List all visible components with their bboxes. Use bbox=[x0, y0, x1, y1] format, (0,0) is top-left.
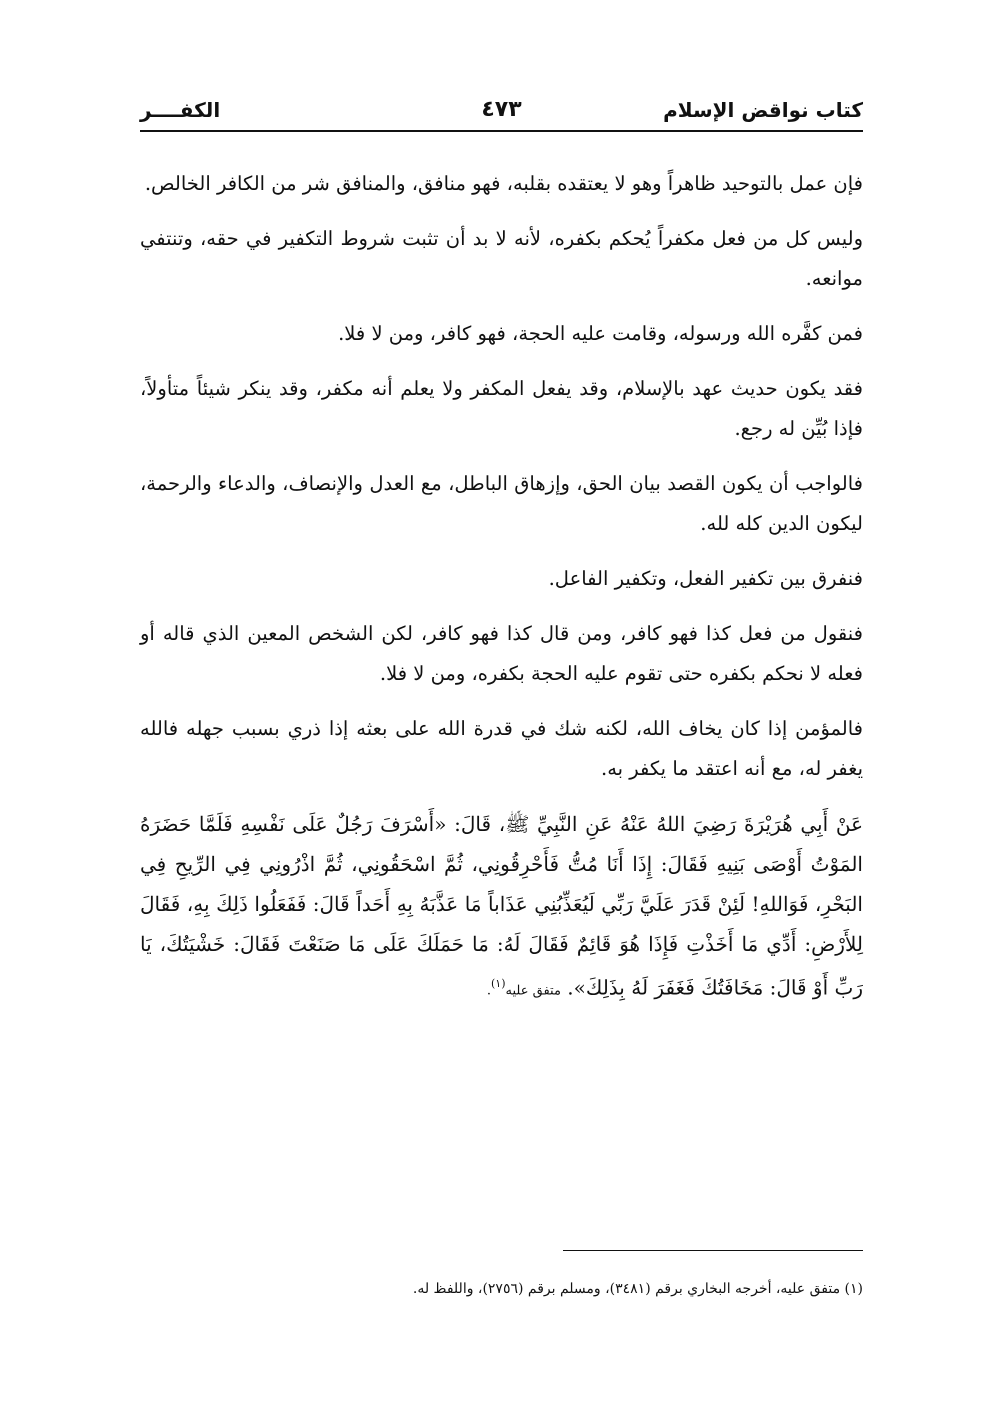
paragraph: فالمؤمن إذا كان يخاف الله، لكنه شك في قدرة الله على بعثه إذا ذري بسبب جهله فالله يغفر له، مع أنه اعتقد ما يكفر به. bbox=[140, 717, 863, 780]
footnote-ref-marker[interactable]: (١) bbox=[491, 977, 506, 990]
paragraph: فإن عمل بالتوحيد ظاهراً وهو لا يعتقده بقلبه، فهو منافق، والمنافق شر من الكافر الخالص. bbox=[144, 172, 863, 195]
footnote: (١) متفق عليه، أخرجه البخاري برقم (٣٤٨١)، ومسلم برقم (٢٧٥٦)، واللفظ له. bbox=[412, 1281, 863, 1297]
page-number: ٤٧٣ bbox=[481, 97, 522, 122]
paragraph: فنقول من فعل كذا فهو كافر، ومن قال كذا فهو كافر، لكن الشخص المعين الذي قاله أو فعله لا نحكم بكفره حتى تقوم عليه الحجة بكفره، ومن لا فلا. bbox=[140, 622, 863, 685]
paragraph: فقد يكون حديث عهد بالإسلام، وقد يفعل المكفر ولا يعلم أنه مكفر، وقد ينكر شيئاً متأولاً، فإذا بُيِّن له رجع. bbox=[140, 377, 863, 440]
hadith-paragraph bbox=[140, 804, 863, 1012]
book-title: كتاب نواقض الإسلام bbox=[663, 98, 863, 122]
footnote-separator bbox=[563, 1250, 863, 1251]
body-text bbox=[140, 164, 863, 1012]
hadith-source-period: . bbox=[486, 983, 491, 999]
paragraph: فالواجب أن يكون القصد بيان الحق، وإزهاق الباطل، مع العدل والإنصاف، والدعاء والرحمة، ليكون الدين كله لله. bbox=[140, 472, 863, 535]
chapter-title: الكفــــر bbox=[140, 98, 221, 122]
hadith-source: متفق عليه bbox=[505, 983, 561, 999]
paragraph: فمن كفَّره الله ورسوله، وقامت عليه الحجة، فهو كافر، ومن لا فلا. bbox=[338, 322, 863, 345]
hadith-text: عَنْ أَبِي هُرَيْرَةَ رَضِيَ اللهُ عَنْهُ عَنِ النَّبِيِّ ﷺ، قَالَ: «أَسْرَفَ رَجُلٌ عَلَى نَفْسِهِ فَلَمَّا حَضَرَهُ المَوْتُ أَوْصَى بَنِيهِ فَقَالَ: إِذَا أَنَا مُتُّ فَأَحْرِقُونِي، ثُمَّ اسْحَقُونِي، ثُمَّ اذْرُونِي فِي الرِّيحِ فِي البَحْرِ، فَوَاللهِ! لَئِنْ قَدَرَ عَلَيَّ رَبِّي لَيُعَذِّبُنِي عَذَاباً مَا عَذَّبَهُ بِهِ أَحَداً قَالَ: فَفَعَلُوا ذَلِكَ بِهِ، فَقَالَ لِلأَرْضِ: أَدِّي مَا أَخَذْتِ فَإِذَا هُوَ قَائِمٌ فَقَالَ لَهُ: مَا حَمَلَكَ عَلَى مَا صَنَعْتَ فَقَالَ: خَشْيَتُكَ، يَا رَبِّ أَوْ قَالَ: مَخَافَتُكَ فَغَفَرَ لَهُ بِذَلِكَ». bbox=[140, 812, 863, 1000]
paragraph: فنفرق بين تكفير الفعل، وتكفير الفاعل. bbox=[548, 567, 863, 590]
paragraph: وليس كل من فعل مكفراً يُحكم بكفره، لأنه لا بد أن تثبت شروط التكفير في حقه، وتنتفي موانعه. bbox=[140, 227, 863, 290]
page-header bbox=[140, 88, 863, 132]
header-rule bbox=[140, 130, 863, 132]
